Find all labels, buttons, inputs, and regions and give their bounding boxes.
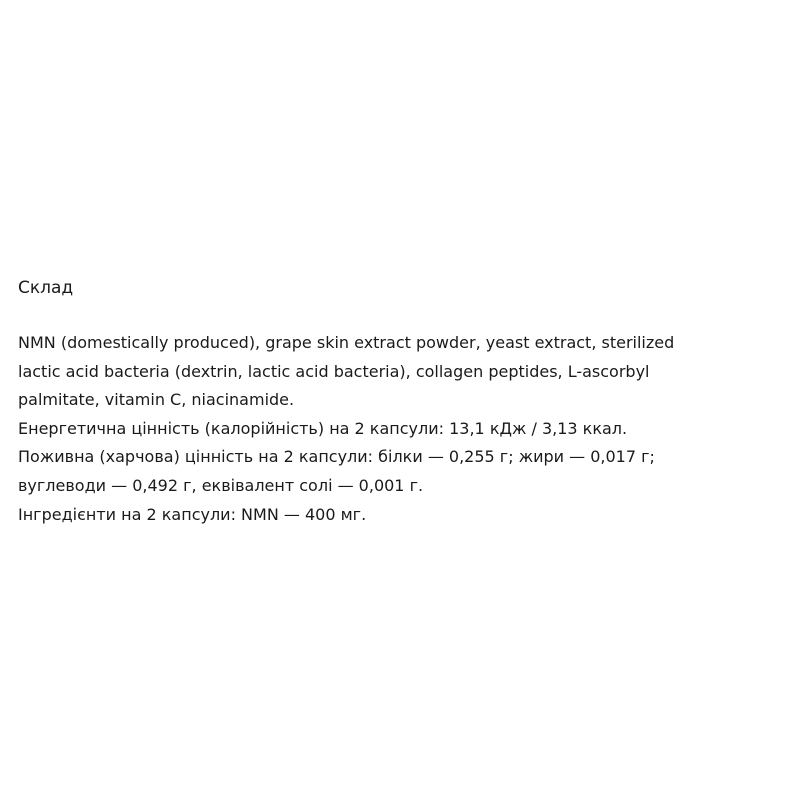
text-line-nutrition-2: вуглеводи — 0,492 г, еквівалент солі — 0,001 г. bbox=[18, 475, 424, 495]
composition-section bbox=[18, 275, 793, 529]
text-line-ingredients-2: lactic acid bacteria (dextrin, lactic acid bacteria), collagen peptides, L-ascorbyl bbox=[18, 361, 650, 381]
text-line-energy-value: Енергетична цінність (калорійність) на 2 капсули: 13,1 кДж / 3,13 ккал. bbox=[18, 418, 628, 438]
text-line-ingredients-3: palmitate, vitamin C, niacinamide. bbox=[18, 390, 295, 410]
text-line-ingredients-per-dose: Інгредієнти на 2 капсули: NMN — 400 мг. bbox=[18, 504, 367, 524]
composition-text bbox=[18, 329, 793, 529]
text-line-ingredients-1: NMN (domestically produced), grape skin extract powder, yeast extract, sterilized bbox=[18, 333, 675, 352]
text-line-nutrition-1: Поживна (харчова) цінність на 2 капсули: білки — 0,255 г; жири — 0,017 г; bbox=[18, 447, 655, 467]
section-title: Склад bbox=[18, 278, 74, 298]
